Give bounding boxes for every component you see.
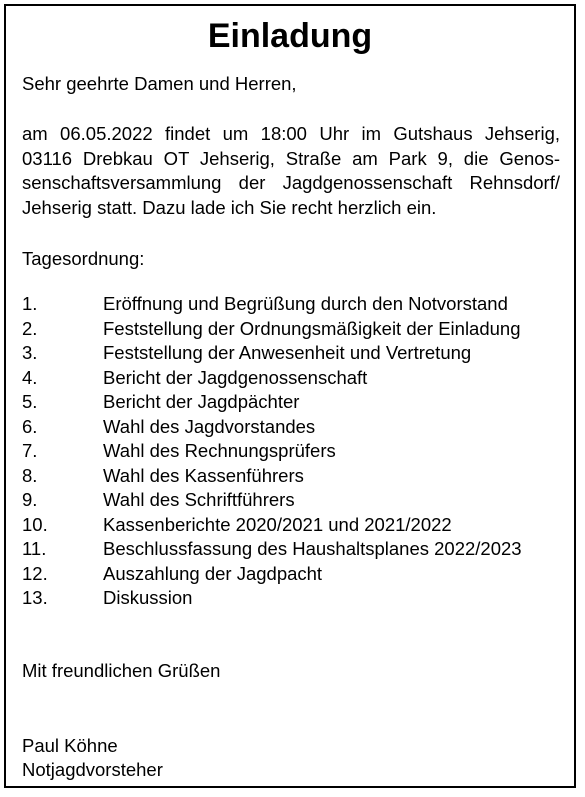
body-line: 03116 Drebkau OT Jehserig, Straße am Park 9, die Genos- <box>22 147 560 169</box>
agenda-item-text: Kassenberichte 2020/2021 und 2021/2022 <box>103 513 452 535</box>
agenda-item <box>22 537 522 562</box>
agenda-item-number: 12. <box>22 562 48 584</box>
agenda-item <box>22 586 522 611</box>
agenda-item-text: Wahl des Jagdvorstandes <box>103 415 316 437</box>
agenda-item-text: Wahl des Schriftführers <box>103 489 295 510</box>
salutation: Sehr geehrte Damen und Herren, <box>22 73 297 94</box>
agenda-item-number: 7. <box>22 440 38 461</box>
agenda-item-text: Wahl des Kassenführers <box>103 464 304 486</box>
agenda-item <box>22 292 522 317</box>
agenda-item-number: 9. <box>22 489 38 510</box>
agenda-item-number: 11. <box>22 538 47 559</box>
agenda-item-text: Wahl des Rechnungsprüfers <box>103 440 336 461</box>
agenda-item-text: Beschlussfassung des Haushaltsplanes 2022/2023 <box>103 538 522 559</box>
agenda-item <box>22 341 522 366</box>
agenda-item-text: Eröffnung und Begrüßung durch den Notvorstand <box>103 293 508 314</box>
body-line: Jehserig statt. Dazu lade ich Sie recht herzlich ein. <box>22 196 437 218</box>
agenda-item-text: Feststellung der Anwesenheit und Vertretung <box>103 342 472 363</box>
agenda-item-text: Diskussion <box>103 587 193 608</box>
document-title: Einladung <box>207 17 373 55</box>
agenda-item <box>22 439 522 464</box>
agenda-item <box>22 562 522 587</box>
agenda-item-number: 1. <box>22 293 38 314</box>
agenda-item-text: Bericht der Jagdgenossenschaft <box>103 366 368 388</box>
agenda-heading: Tagesordnung: <box>22 248 145 269</box>
agenda-item-number: 4. <box>22 366 38 388</box>
agenda-item-number: 6. <box>22 415 38 437</box>
body-line: am 06.05.2022 findet um 18:00 Uhr im Gutshaus Jehserig, <box>22 123 560 144</box>
document-frame <box>4 4 576 788</box>
agenda-item-text: Feststellung der Ordnungsmäßigkeit der Einladung <box>103 317 521 339</box>
agenda-item-number: 5. <box>22 391 38 412</box>
agenda-item-text: Auszahlung der Jagdpacht <box>103 562 323 584</box>
agenda-item-text: Bericht der Jagdpächter <box>103 391 300 412</box>
signer-title: Notjagdvorsteher <box>22 759 163 780</box>
agenda-item <box>22 415 522 440</box>
agenda-list <box>22 292 522 611</box>
closing-greeting: Mit freundlichen Grüßen <box>22 660 221 681</box>
body-line: senschaftsversammlung der Jagdgenossenschaft Rehnsdorf/ <box>22 172 560 193</box>
agenda-item-number: 8. <box>22 464 38 486</box>
agenda-item <box>22 390 522 415</box>
agenda-item <box>22 464 522 489</box>
body-paragraph <box>22 122 560 220</box>
agenda-item <box>22 317 522 342</box>
agenda-item <box>22 488 522 513</box>
agenda-item-number: 13. <box>22 587 48 608</box>
agenda-item <box>22 366 522 391</box>
signer-name: Paul Köhne <box>22 735 118 756</box>
agenda-item-number: 10. <box>22 513 48 535</box>
agenda-item-number: 2. <box>22 317 38 339</box>
agenda-item <box>22 513 522 538</box>
agenda-item-number: 3. <box>22 342 38 363</box>
